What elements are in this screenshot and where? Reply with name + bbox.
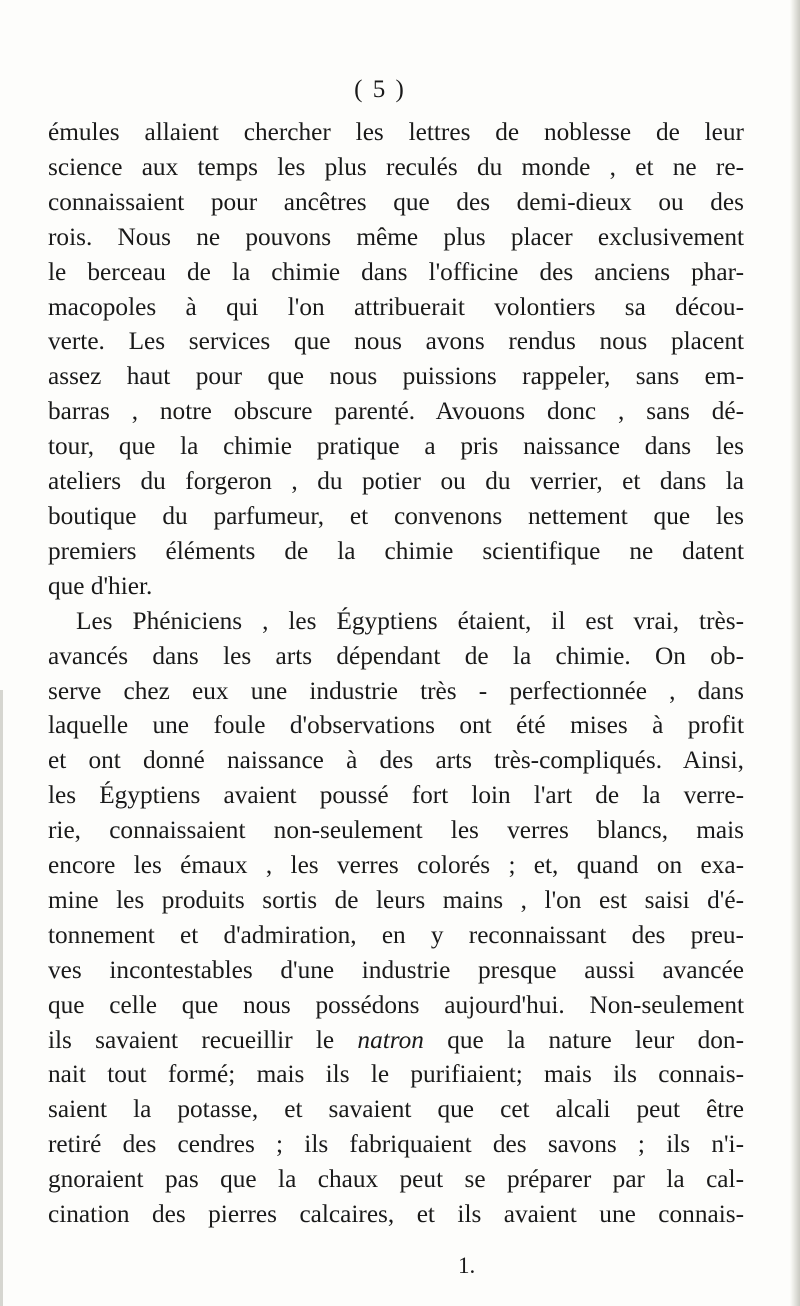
text-line: macopoles à qui l'on attribuerait volontiers sa décou- [48, 292, 744, 321]
italic-term: natron [357, 1025, 424, 1054]
page-number: ( 5 ) [354, 76, 406, 103]
text-line: assez haut pour que nous puissions rappeler, sans em- [48, 362, 744, 391]
text-line: rie, connaissaient non-seulement les verres blancs, mais [48, 816, 744, 845]
page-left-shadow [0, 690, 3, 1306]
text-line: boutique du parfumeur, et convenons nettement que les [48, 501, 744, 530]
text-line: Les Phéniciens , les Égyptiens étaient, il est vrai, très- [76, 606, 744, 635]
text-line: verte. Les services que nous avons rendus nous placent [48, 327, 744, 356]
text-line: mine les produits sortis de leurs mains , l'on est saisi d'é- [48, 885, 744, 914]
text-line: gnoraient pas que la chaux peut se préparer par la cal- [48, 1165, 744, 1194]
text-line: science aux temps les plus reculés du monde , et ne re- [48, 152, 744, 181]
text-line: les Égyptiens avaient poussé fort loin l'art de la verre- [48, 781, 744, 810]
text-line: que celle que nous possédons aujourd'hui. Non-seulement [48, 990, 744, 1019]
text-line: ateliers du forgeron , du potier ou du verrier, et dans la [48, 467, 744, 496]
text-line: rois. Nous ne pouvons même plus placer exclusivement [48, 222, 744, 251]
body-text [48, 115, 744, 1232]
text-line: serve chez eux une industrie très - perfectionnée , dans [48, 676, 744, 705]
text-line: barras , notre obscure parenté. Avouons donc , sans dé- [48, 397, 744, 426]
text-segment: ils savaient recueillir le [48, 1025, 358, 1054]
text-segment: que la nature leur don- [423, 1025, 744, 1054]
text-line: émules allaient chercher les lettres de noblesse de leur [48, 118, 744, 146]
text-line: avancés dans les arts dépendant de la chimie. On ob- [48, 641, 744, 670]
text-line: ves incontestables d'une industrie presque aussi avancée [48, 955, 744, 984]
text-line: retiré des cendres ; ils fabriquaient des savons ; ils n'i- [48, 1130, 744, 1159]
text-line-with-italic [48, 1023, 744, 1058]
text-line: cination des pierres calcaires, et ils avaient une connais- [48, 1200, 744, 1229]
text-line: le berceau de la chimie dans l'officine des anciens phar- [48, 257, 744, 286]
text-line: tour, que la chimie pratique a pris naissance dans les [48, 432, 744, 461]
text-line: nait tout formé; mais ils le purifiaient; mais ils connais- [48, 1060, 744, 1089]
text-line: premiers éléments de la chimie scientifique ne datent [48, 536, 744, 565]
signature-mark: 1. [458, 1253, 476, 1278]
page-binding-edge [790, 0, 800, 1306]
text-line: connaissaient pour ancêtres que des demi-dieux ou des [48, 187, 744, 216]
text-line: laquelle une foule d'observations ont été mises à profit [48, 711, 744, 740]
text-line: tonnement et d'admiration, en y reconnaissant des preu- [48, 920, 744, 949]
text-line: saient la potasse, et savaient que cet alcali peut être [48, 1095, 744, 1124]
text-line: et ont donné naissance à des arts très-compliqués. Ainsi, [48, 746, 744, 775]
text-line: encore les émaux , les verres colorés ; et, quand on exa- [48, 851, 744, 880]
text-line: que d'hier. [48, 571, 153, 600]
